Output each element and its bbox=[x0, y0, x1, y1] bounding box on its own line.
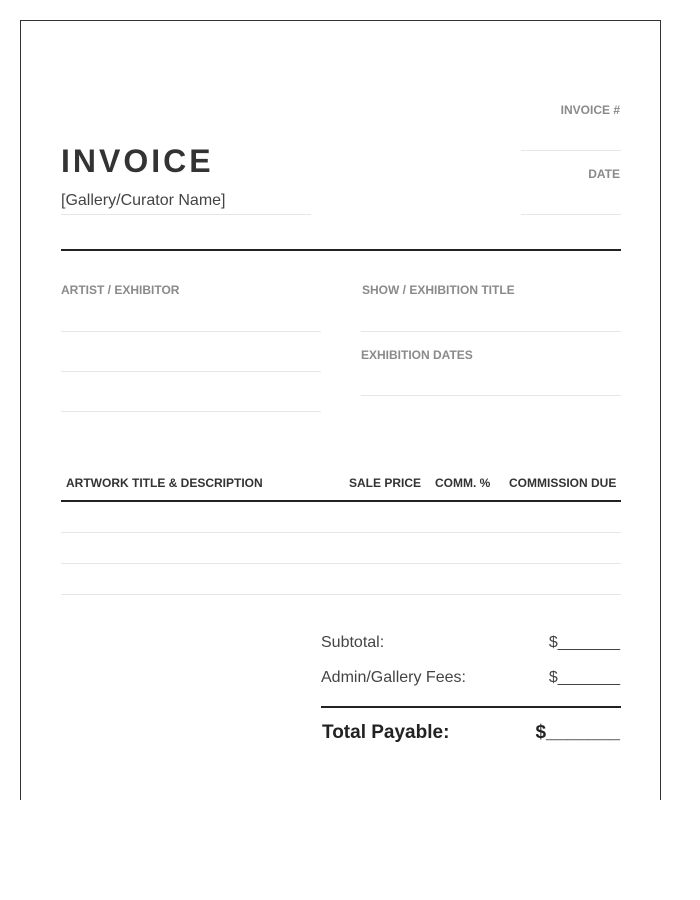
table-row[interactable] bbox=[61, 594, 621, 595]
invoice-number-label: INVOICE # bbox=[560, 103, 620, 117]
table-row[interactable] bbox=[61, 563, 621, 564]
exhibition-dates-label: EXHIBITION DATES bbox=[361, 348, 473, 362]
fees-value[interactable]: $_______ bbox=[548, 669, 620, 686]
exhibition-dates-field[interactable] bbox=[361, 395, 621, 396]
fees-label: Admin/Gallery Fees: bbox=[321, 669, 466, 686]
total-value[interactable]: $_______ bbox=[535, 722, 620, 743]
invoice-number-field[interactable] bbox=[521, 150, 621, 151]
subtotal-value[interactable]: $_______ bbox=[548, 634, 620, 651]
total-divider bbox=[321, 706, 621, 708]
total-label: Total Payable: bbox=[322, 722, 450, 743]
column-header-commission-due: COMMISSION DUE bbox=[509, 476, 617, 490]
show-title-label: SHOW / EXHIBITION TITLE bbox=[362, 283, 515, 297]
date-field[interactable] bbox=[521, 214, 621, 215]
column-header-description: ARTWORK TITLE & DESCRIPTION bbox=[66, 476, 263, 490]
subtotal-label: Subtotal: bbox=[321, 634, 385, 651]
table-row[interactable] bbox=[61, 532, 621, 533]
gallery-name: [Gallery/Curator Name] bbox=[61, 192, 226, 209]
column-header-commission-percent: COMM. % bbox=[435, 476, 491, 490]
column-header-sale-price: SALE PRICE bbox=[349, 476, 422, 490]
artist-line-3[interactable] bbox=[61, 411, 321, 412]
artist-line-2[interactable] bbox=[61, 371, 321, 372]
table-header-divider bbox=[61, 500, 621, 502]
artist-line-1[interactable] bbox=[61, 331, 321, 332]
gallery-name-underline bbox=[61, 214, 311, 215]
artist-label: ARTIST / EXHIBITOR bbox=[61, 283, 180, 297]
invoice-sheet bbox=[20, 20, 661, 800]
invoice-title: INVOICE bbox=[61, 143, 214, 179]
show-title-field[interactable] bbox=[361, 331, 621, 332]
date-label: DATE bbox=[588, 167, 620, 181]
header-divider bbox=[61, 249, 621, 251]
